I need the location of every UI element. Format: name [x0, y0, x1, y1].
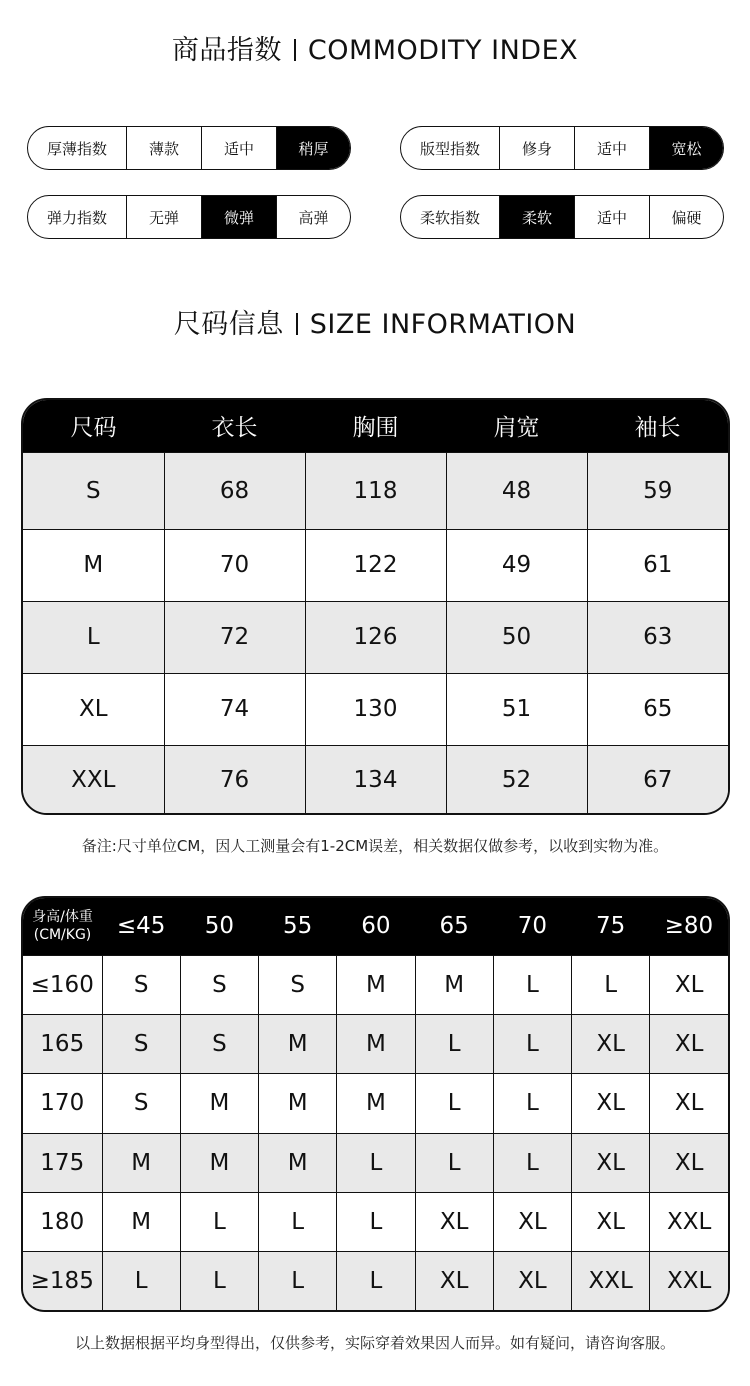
table-cell: M [102, 1192, 180, 1251]
index-option: 适中 [201, 127, 276, 169]
weight-header: ≤45 [102, 898, 180, 955]
table-cell: L [415, 1133, 493, 1192]
table-cell: XL [572, 1133, 650, 1192]
table-cell: L [337, 1252, 415, 1310]
table-cell: L [180, 1252, 258, 1310]
weight-header: 60 [337, 898, 415, 955]
header-cell: 袖长 [587, 400, 728, 452]
height-cell: 165 [23, 1014, 102, 1073]
table-cell: L [259, 1192, 337, 1251]
table-row [23, 745, 728, 815]
table-cell: M [259, 1014, 337, 1073]
table-cell: M [23, 529, 164, 601]
table-cell: XL [415, 1252, 493, 1310]
table-row [23, 1014, 728, 1073]
table-cell: 52 [446, 745, 587, 815]
table-cell: 65 [587, 673, 728, 745]
table-cell: 72 [164, 601, 305, 673]
table-row [23, 955, 728, 1014]
table-cell: 130 [305, 673, 446, 745]
commodity-title-cn: 商品指数 [171, 35, 282, 66]
table-cell: S [180, 1014, 258, 1073]
table-cell: S [102, 955, 180, 1014]
weight-header: ≥80 [650, 898, 728, 955]
table-cell: 61 [587, 529, 728, 601]
table-cell: 70 [164, 529, 305, 601]
index-option: 修身 [499, 127, 574, 169]
table-cell: 76 [164, 745, 305, 815]
table-cell: XL [650, 955, 728, 1014]
height-cell: 180 [23, 1192, 102, 1251]
table-row [23, 452, 728, 529]
table-cell: S [102, 1014, 180, 1073]
table-cell: XL [650, 1133, 728, 1192]
table-row [23, 673, 728, 745]
table-cell: L [337, 1133, 415, 1192]
index-label: 厚薄指数 [46, 139, 107, 158]
table-cell: S [180, 955, 258, 1014]
table-cell: XXL [650, 1252, 728, 1310]
table-cell: XXL [650, 1192, 728, 1251]
table-cell: 48 [446, 452, 587, 529]
title-divider [294, 39, 296, 61]
table-cell: XXL [23, 745, 164, 815]
table-cell: XL [415, 1192, 493, 1251]
table-row [23, 1133, 728, 1192]
index-option-selected: 宽松 [649, 127, 723, 169]
weight-header: 50 [180, 898, 258, 955]
size-recommendation-table [21, 896, 730, 1312]
recommendation-note: 以上数据根据平均身型得出，仅供参考，实际穿着效果因人而异。如有疑问，请咨询客服。 [74, 1334, 675, 1352]
weight-header: 65 [415, 898, 493, 955]
table-cell: 59 [587, 452, 728, 529]
table-cell: XL [650, 1074, 728, 1133]
table-cell: XL [572, 1074, 650, 1133]
table-cell: 68 [164, 452, 305, 529]
table-cell: L [493, 1074, 571, 1133]
table-cell: 122 [305, 529, 446, 601]
table-cell: XL [23, 673, 164, 745]
table-cell: 118 [305, 452, 446, 529]
table-cell: L [493, 1133, 571, 1192]
index-pill-thickness [27, 126, 351, 170]
table-cell: L [415, 1074, 493, 1133]
index-label: 版型指数 [419, 139, 480, 158]
height-cell: ≥185 [23, 1252, 102, 1310]
height-cell: ≤160 [23, 955, 102, 1014]
table-cell: M [337, 1014, 415, 1073]
index-option: 偏硬 [649, 196, 723, 238]
table-cell: M [337, 955, 415, 1014]
index-option-selected: 柔软 [499, 196, 574, 238]
header-cell: 尺码 [23, 400, 164, 452]
index-option-selected: 微弹 [201, 196, 276, 238]
size-table [21, 398, 730, 815]
table-cell: XXL [572, 1252, 650, 1310]
table-cell: L [102, 1252, 180, 1310]
index-label: 弹力指数 [46, 208, 107, 227]
index-pill-fit [400, 126, 724, 170]
height-cell: 175 [23, 1133, 102, 1192]
table-cell: XL [572, 1014, 650, 1073]
table-cell: M [259, 1074, 337, 1133]
commodity-title-en: COMMODITY INDEX [307, 35, 579, 66]
index-option: 适中 [574, 196, 649, 238]
table-row [23, 1074, 728, 1133]
table-cell: S [259, 955, 337, 1014]
weight-header: 70 [493, 898, 571, 955]
table-cell: 134 [305, 745, 446, 815]
table-cell: L [493, 1014, 571, 1073]
corner-header-line1: 身高/体重 [32, 909, 93, 926]
table-cell: M [337, 1074, 415, 1133]
table-row [23, 1192, 728, 1251]
index-option: 薄款 [126, 127, 201, 169]
size-title-cn: 尺码信息 [173, 309, 284, 340]
rec-table-header [23, 898, 728, 955]
table-cell: XL [493, 1192, 571, 1251]
index-pill-elasticity [27, 195, 351, 239]
table-cell: M [180, 1074, 258, 1133]
table-cell: XL [493, 1252, 571, 1310]
title-divider [296, 313, 298, 335]
table-cell: M [180, 1133, 258, 1192]
table-cell: 50 [446, 601, 587, 673]
size-table-header [23, 400, 728, 452]
table-cell: 49 [446, 529, 587, 601]
index-pill-softness [400, 195, 724, 239]
index-label: 柔软指数 [419, 208, 480, 227]
corner-header-line2: (CM/KG) [33, 927, 92, 944]
table-row [23, 529, 728, 601]
weight-header: 75 [572, 898, 650, 955]
table-cell: 63 [587, 601, 728, 673]
size-information-title [0, 302, 750, 341]
table-cell: L [415, 1014, 493, 1073]
table-cell: L [180, 1192, 258, 1251]
table-cell: S [102, 1074, 180, 1133]
index-option-selected: 稍厚 [276, 127, 350, 169]
size-title-en: SIZE INFORMATION [309, 309, 577, 340]
header-cell: 肩宽 [446, 400, 587, 452]
table-cell: L [23, 601, 164, 673]
size-note: 备注:尺寸单位CM，因人工测量会有1-2CM误差，相关数据仅做参考，以收到实物为准。 [81, 837, 669, 855]
table-cell: S [23, 452, 164, 529]
corner-header [23, 898, 102, 955]
index-option: 适中 [574, 127, 649, 169]
weight-header: 55 [259, 898, 337, 955]
table-cell: L [493, 955, 571, 1014]
table-cell: M [259, 1133, 337, 1192]
index-option: 高弹 [276, 196, 350, 238]
index-option: 无弹 [126, 196, 201, 238]
header-cell: 衣长 [164, 400, 305, 452]
commodity-index-title [0, 28, 750, 67]
table-row [23, 1252, 728, 1310]
table-cell: M [102, 1133, 180, 1192]
table-cell: L [337, 1192, 415, 1251]
height-cell: 170 [23, 1074, 102, 1133]
table-cell: 74 [164, 673, 305, 745]
table-cell: XL [650, 1014, 728, 1073]
table-row [23, 601, 728, 673]
table-cell: 126 [305, 601, 446, 673]
table-cell: 67 [587, 745, 728, 815]
header-cell: 胸围 [305, 400, 446, 452]
table-cell: 51 [446, 673, 587, 745]
table-cell: M [415, 955, 493, 1014]
table-cell: XL [572, 1192, 650, 1251]
table-cell: L [572, 955, 650, 1014]
table-cell: L [259, 1252, 337, 1310]
